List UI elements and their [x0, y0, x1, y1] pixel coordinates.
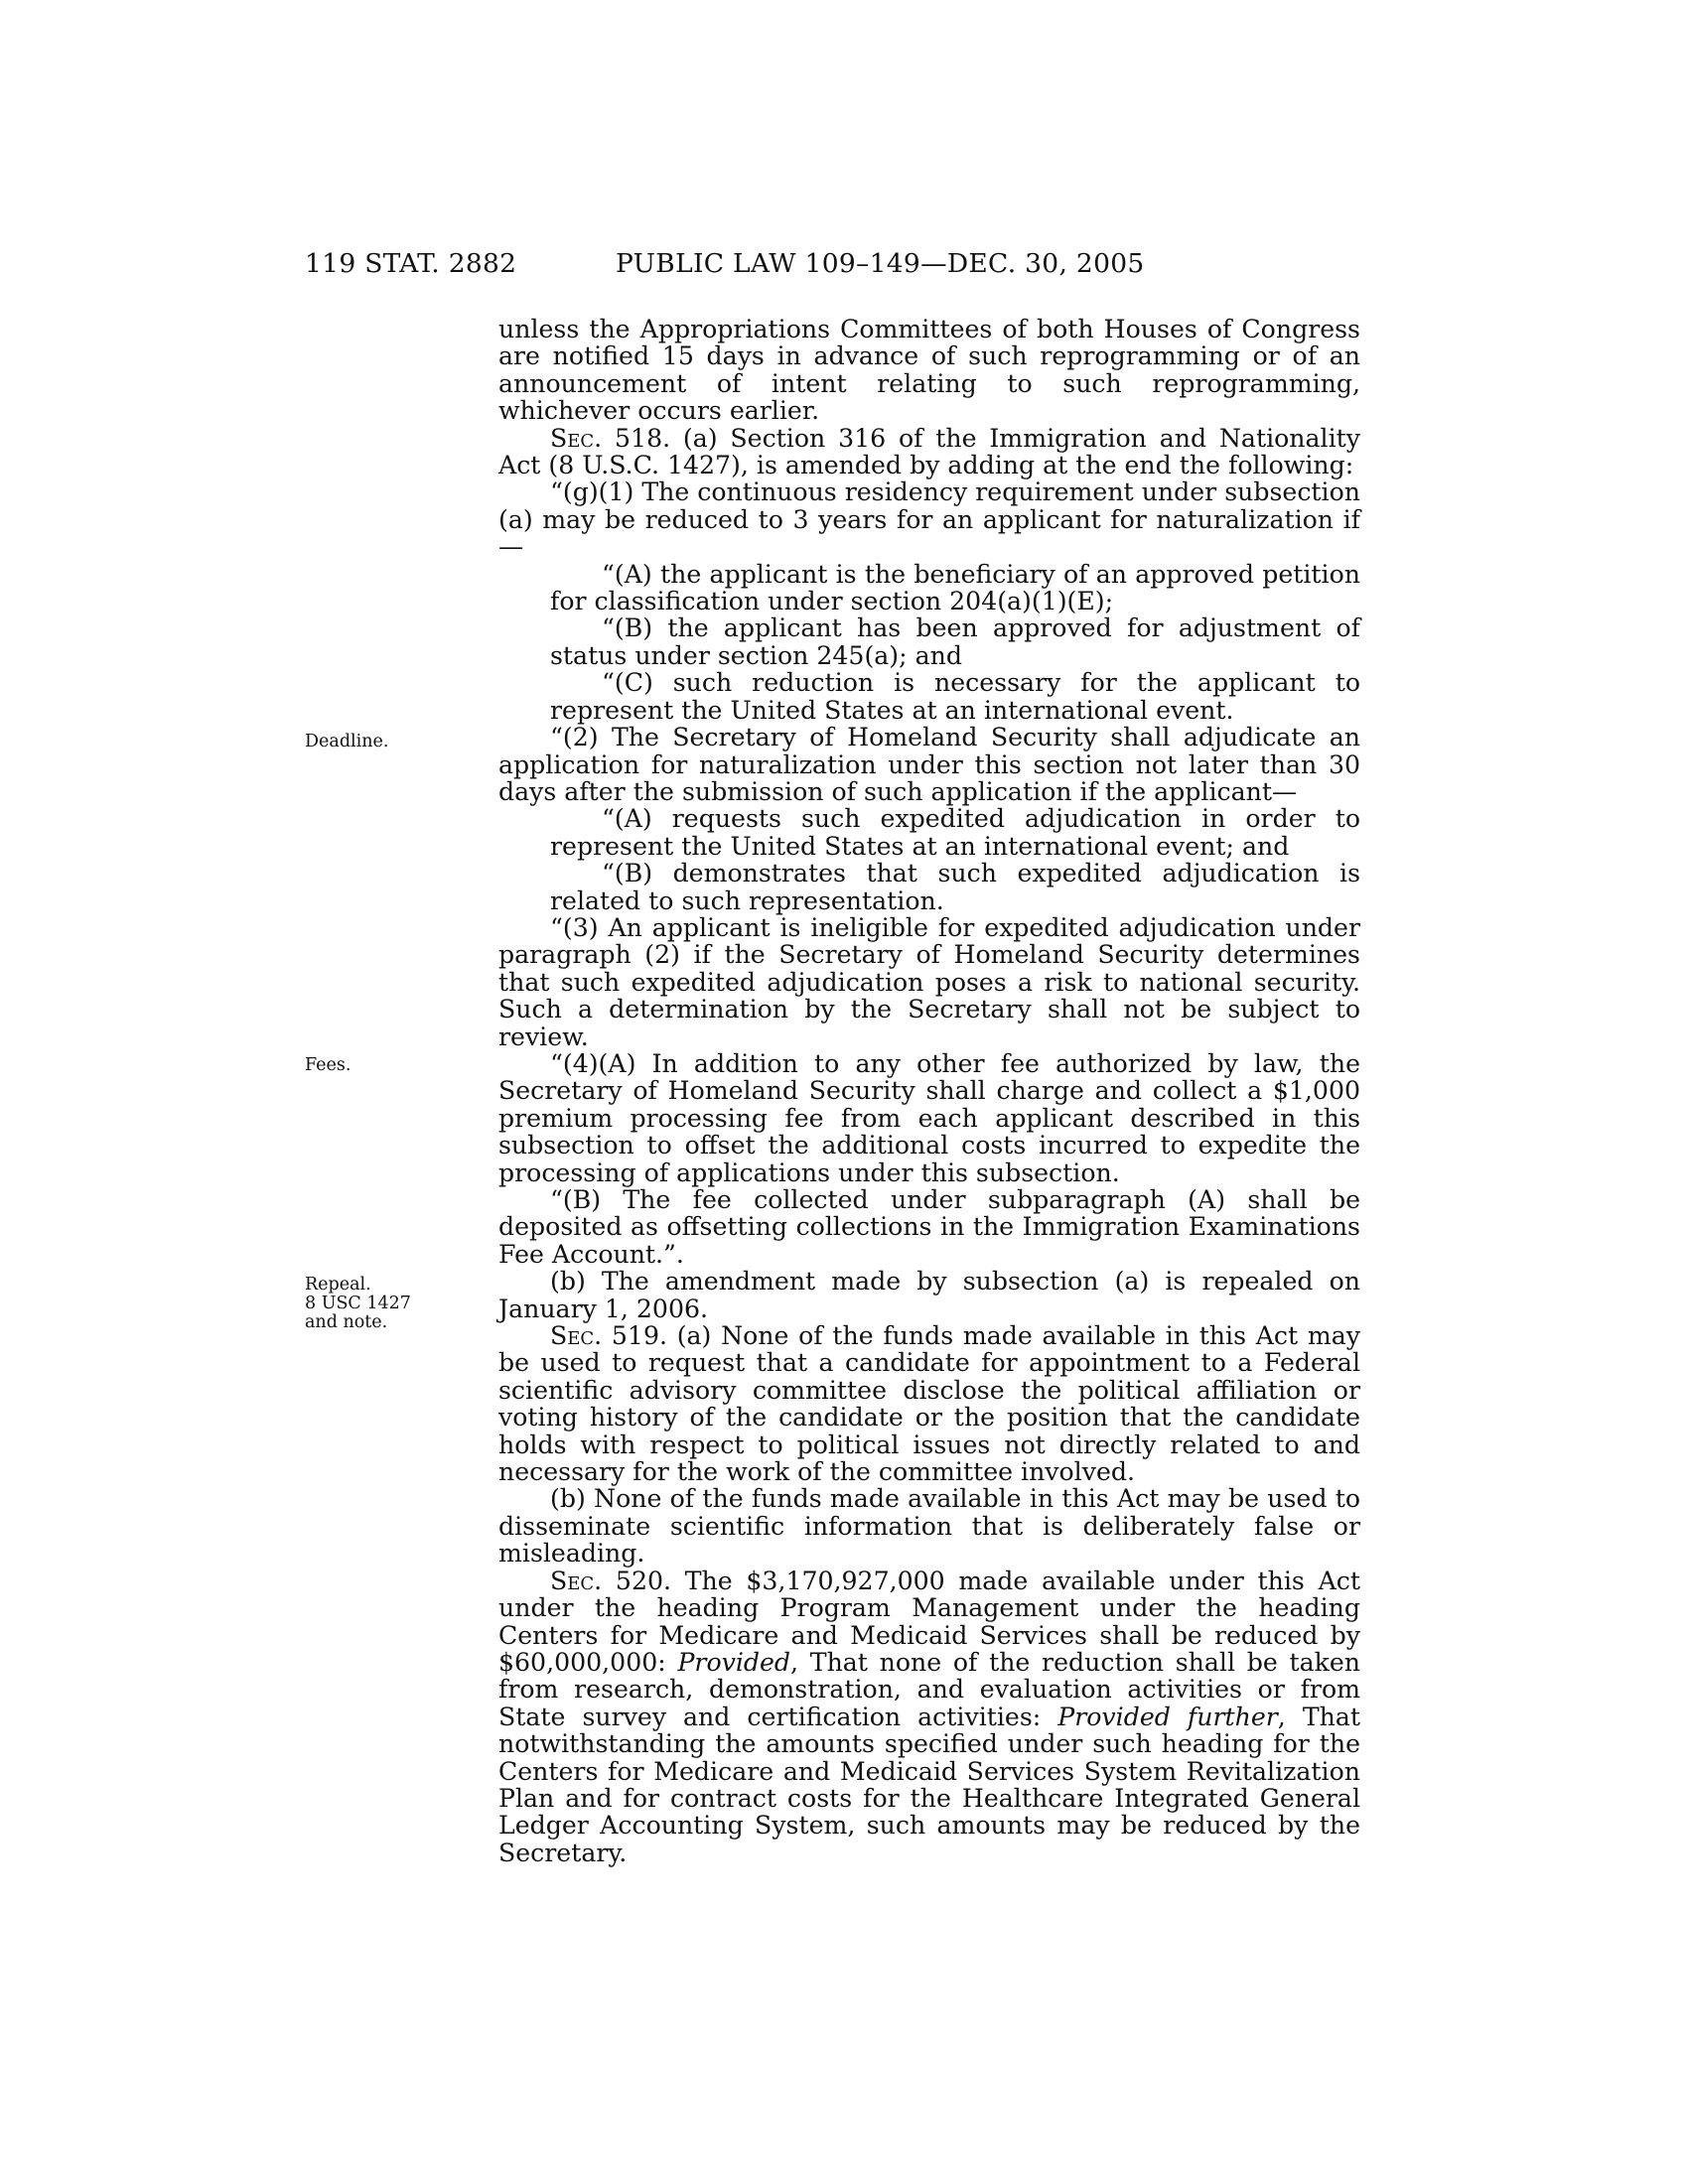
paragraph-g4-a: “(4)(A) In addition to any other fee authorized by law, the Secretary of Homeland Security shall charge and collect a $1,000 premium processing fee from each applicant described in this subsection to offset the additional costs incurred to expedite the processing of applications under this subsection.	[498, 1048, 1360, 1187]
paragraph-g2: “(2) The Secretary of Homeland Security shall adjudicate an application for naturalization under this section not later than 30 days after the submission of such application if the applicant—	[498, 723, 1360, 806]
page-header	[0, 248, 1688, 288]
running-head-law-title: PUBLIC LAW 109–149—DEC. 30, 2005	[616, 248, 1145, 279]
margin-note-deadline: Deadline.	[305, 732, 389, 751]
section-label: Sec.	[550, 423, 603, 453]
subsection-519-b: (b) None of the funds made available in this Act may be used to disseminate scientific information that is deliberately false or misleading.	[498, 1484, 1360, 1569]
margin-note-repeal: Repeal. 8 USC 1427 and note.	[305, 1275, 411, 1332]
statute-body	[498, 316, 1360, 1866]
section-520: Sec. 520. The $3,170,927,000 made available under this Act under the heading Program Management under the heading Centers for Medicare and Medicaid Services shall be reduced by $60,000,000: Provided, That none of the reduction shall be taken from research, demonstration, and evaluation activities or from State survey and certification activities: Provided further, That notwithstanding the amounts specified under such heading for the Centers for Medicare and Medicaid Services System Revitalization Plan and for contract costs for the Healthcare Integrated General Ledger Accounting System, such amounts may be reduced by the Secretary.	[498, 1566, 1361, 1867]
section-519: Sec. 519. (a) None of the funds made available in this Act may be used to request that a candidate for appointment to a Federal scientific advisory committee disclose the political affiliation or voting history of the candidate or the position that the candidate holds with respect to political issues not directly related to and necessary for the work of the committee involved.	[498, 1321, 1360, 1487]
section-label: Sec.	[550, 1566, 603, 1595]
margin-notes	[305, 0, 454, 2184]
subparagraph-g2-a: “(A) requests such expedited adjudication in order to represent the United States at an international event; and	[550, 804, 1360, 861]
subparagraph-g1-c: “(C) such reduction is necessary for the applicant to represent the United States at an international event.	[550, 668, 1360, 725]
proviso-provided: Provided	[677, 1647, 791, 1677]
subparagraph-g1-b: “(B) the applicant has been approved for adjustment of status under section 245(a); and	[550, 614, 1360, 670]
subparagraph-g1-a: “(A) the applicant is the beneficiary of an approved petition for classification under section 204(a)(1)(E);	[550, 559, 1360, 616]
subsection-518-b: (b) The amendment made by subsection (a) is repealed on January 1, 2006.	[498, 1267, 1360, 1323]
paragraph-g4-b: “(B) The fee collected under subparagraph (A) shall be deposited as offsetting collections in the Immigration Examinations Fee Account.”.	[498, 1185, 1360, 1269]
paragraph-continuation: unless the Appropriations Committees of both Houses of Congress are notified 15 days in advance of such reprogramming or of an announcement of intent relating to such reprogramming, whichever occurs earlier.	[498, 315, 1360, 426]
proviso-provided-further: Provided further	[1057, 1702, 1278, 1731]
paragraph-g3: “(3) An applicant is ineligible for expedited adjudication under paragraph (2) if the Secretary of Homeland Security determines that such expedited adjudication poses a risk to national security. Such a determination by the Secretary shall not be subject to review.	[498, 912, 1360, 1051]
margin-note-fees: Fees.	[305, 1055, 352, 1075]
section-label: Sec.	[550, 1321, 603, 1351]
subparagraph-g2-b: “(B) demonstrates that such expedited adjudication is related to such representation.	[550, 859, 1360, 915]
paragraph-g1: “(g)(1) The continuous residency requirement under subsection (a) may be reduced to 3 years for an applicant for naturalization if—	[498, 478, 1360, 562]
section-518: Sec. 518. (a) Section 316 of the Immigration and Nationality Act (8 U.S.C. 1427), is amended by adding at the end the following:	[498, 423, 1360, 480]
statute-reference: 119 STAT. 2882	[305, 248, 517, 279]
